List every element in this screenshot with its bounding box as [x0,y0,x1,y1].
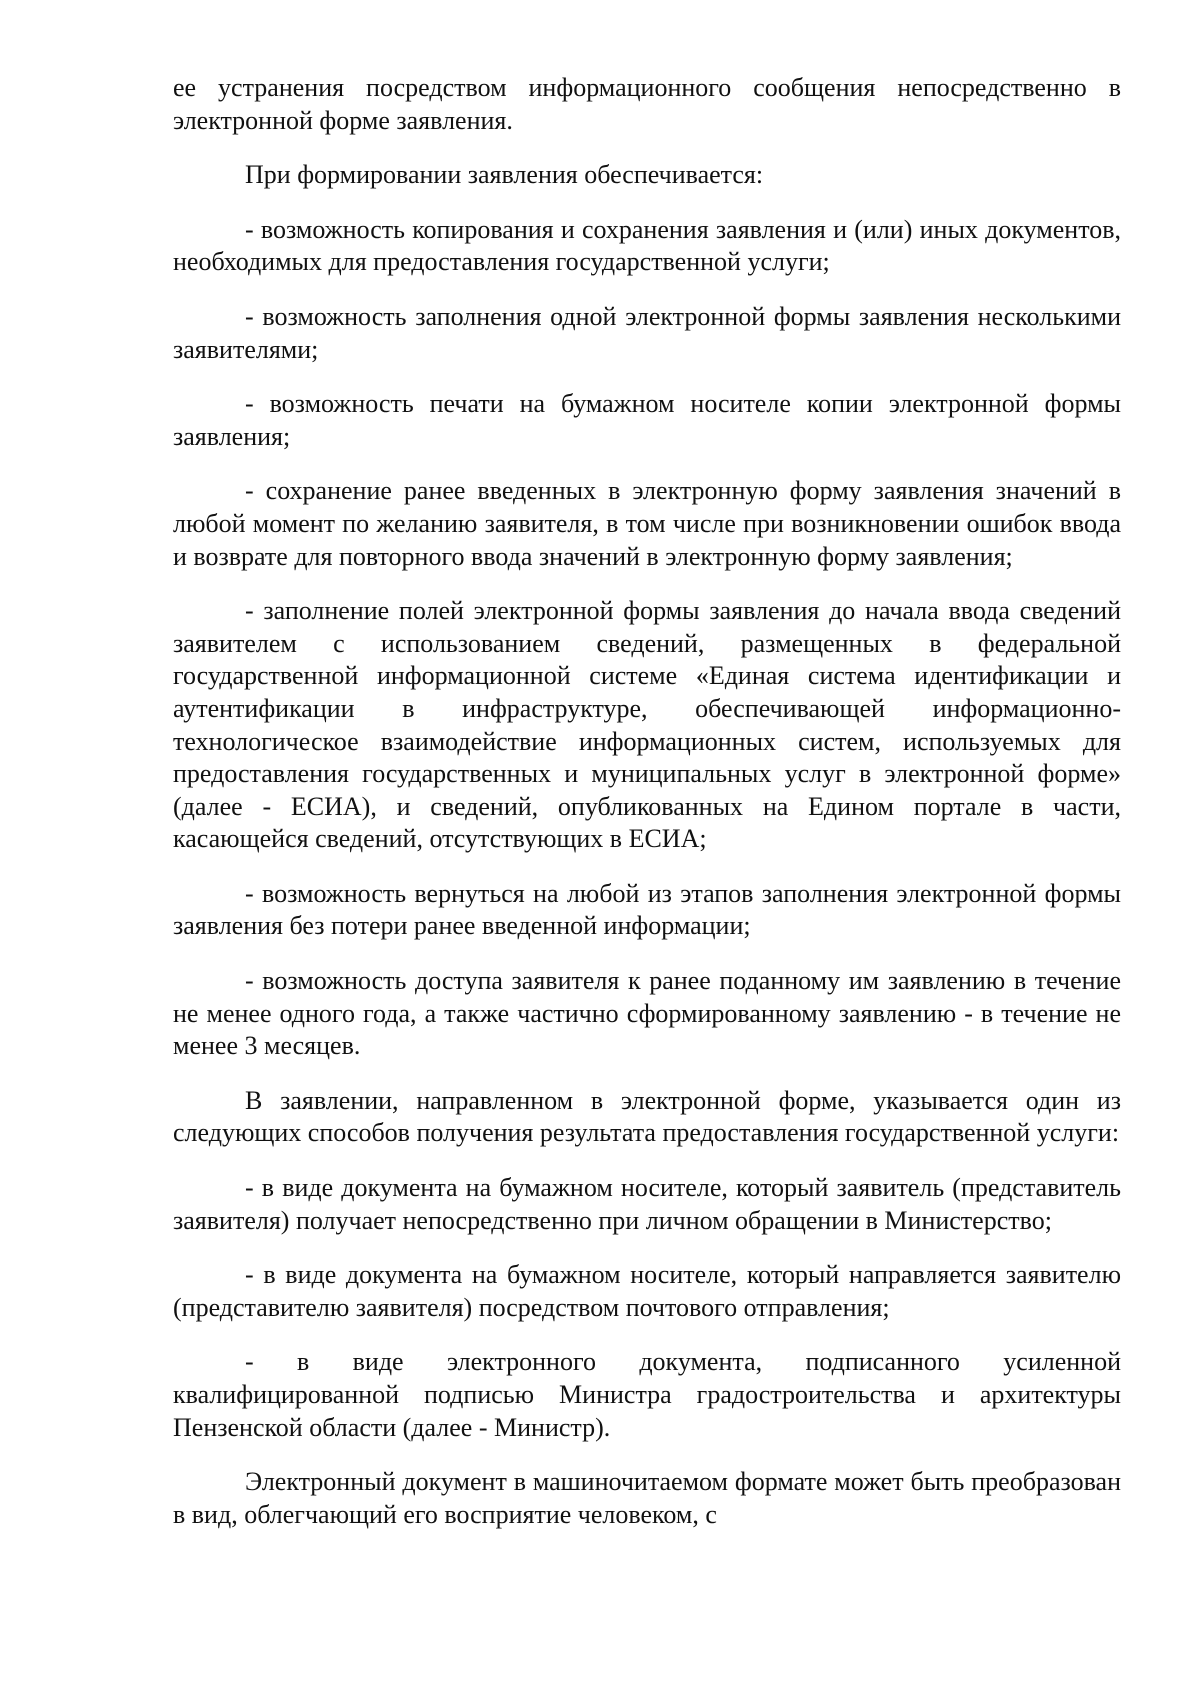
list-item: - возможность печати на бумажном носителе копии электронной формы заявления; [173,389,1121,451]
list-item: - возможность вернуться на любой из этапов заполнения электронной формы заявления без потери ранее введенной информации; [173,878,1121,941]
list-item: - возможность заполнения одной электронной формы заявления несколькими заявителями; [173,301,1121,364]
paragraph: При формировании заявления обеспечивается: [245,160,764,190]
list-item: - в виде документа на бумажном носителе, который заявитель (представитель заявителя) получает непосредственно при личном обращении в Министерство; [173,1173,1121,1235]
list-item: - возможность копирования и сохранения заявления и (или) иных документов, необходимых для предоставления государственной услуги; [173,214,1121,277]
list-item: - возможность доступа заявителя к ранее поданному им заявлению в течение не менее одного года, а также частично сформированному заявлению - в течение не менее 3 месяцев. [173,966,1121,1061]
document-body [173,72,1121,1531]
paragraph: Электронный документ в машиночитаемом формате может быть преобразован в вид, облегчающий его восприятие человеком, с [173,1467,1121,1529]
list-item: - заполнение полей электронной формы заявления до начала ввода сведений заявителем с использованием сведений, размещенных в федеральной государственной информационной системе «Единая система идентификации и аутентификации в инфраструктуре, обеспечивающей информационно-технологическое взаимодействие информационных систем, используемых для предоставления государственных и муниципальных услуг в электронной форме» (далее - ЕСИА), и сведений, опубликованных на Едином портале в части, касающейся сведений, отсутствующих в ЕСИА; [173,596,1121,854]
paragraph: В заявлении, направленном в электронной форме, указывается один из следующих способов получения результата предоставления государственной услуги: [173,1085,1121,1148]
list-item: - сохранение ранее введенных в электронную форму заявления значений в любой момент по желанию заявителя, в том числе при возникновении ошибок ввода и возврате для повторного ввода значений в электронную форму заявления; [173,476,1121,571]
list-item: - в виде документа на бумажном носителе, который направляется заявителю (представителю заявителя) посредством почтового отправления; [173,1260,1121,1322]
list-item: - в виде электронного документа, подписанного усиленной квалифицированной подписью Министра градостроительства и архитектуры Пензенской области (далее - Министр). [173,1347,1121,1442]
paragraph: ее устранения посредством информационного сообщения непосредственно в электронной форме заявления. [173,73,1121,135]
